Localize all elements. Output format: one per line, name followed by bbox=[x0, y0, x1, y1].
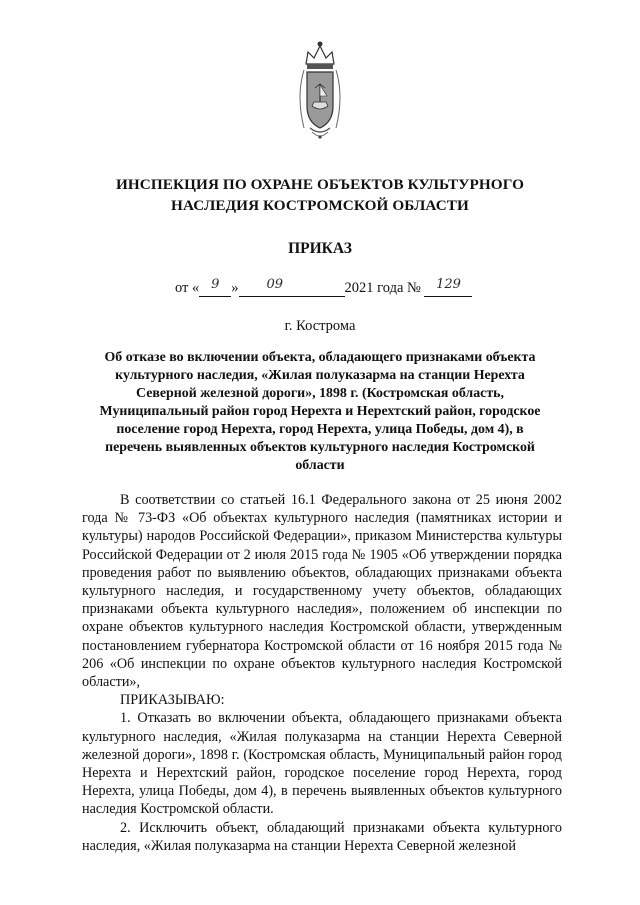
subject-line: перечень выявленных объектов культурного наследия Костромской bbox=[105, 440, 535, 455]
year-text: 2021 года № bbox=[344, 280, 421, 296]
number-handwritten: 129 bbox=[436, 277, 461, 292]
month-field bbox=[239, 277, 345, 297]
day-field bbox=[199, 277, 231, 297]
preamble-paragraph: В соответствии со статьей 16.1 Федерального закона от 25 июня 2002 года № 73-ФЗ «Об объектах культурного наследия (памятниках истории и культуры) народов Российской Федерации», приказом Министерства культуры Российской Федерации от 2 июля 2015 года № 1905 «Об утверждении порядка проведения работ по выявлению объектов, обладающих признаками объекта культурного наследия, и государственному учету объектов, обладающих признаками объекта культурного наследия», положением об инспекции по охране объектов культурного наследия Костромской области, утвержденным постановлением губернатора Костромской области от 16 ноября 2015 года № 206 «Об инспекции по охране объектов культурного наследия Костромской области», bbox=[82, 492, 562, 691]
command-word: ПРИКАЗЫВАЮ: bbox=[120, 692, 225, 709]
subject-line: Муниципальный район город Нерехта и Нерехтский район, городское bbox=[99, 404, 541, 419]
month-handwritten: 09 bbox=[266, 277, 284, 292]
org-line-2: НАСЛЕДИЯ КОСТРОМСКОЙ ОБЛАСТИ bbox=[171, 197, 469, 214]
item-2-paragraph: 2. Исключить объект, обладающий признаками объекта культурного наследия, «Жилая полуказарма на станции Нерехта Северной железной bbox=[82, 819, 562, 854]
subject-line: области bbox=[295, 458, 345, 473]
subject-line: Северной железной дороги», 1898 г. (Костромская область, bbox=[136, 386, 504, 401]
subject-line: Об отказе во включении объекта, обладающего признаками объекта bbox=[104, 350, 536, 365]
document-type-title: ПРИКАЗ bbox=[288, 240, 352, 257]
document-body bbox=[82, 491, 562, 855]
day-handwritten: 9 bbox=[211, 277, 220, 292]
org-line-1: ИНСПЕКЦИЯ ПО ОХРАНЕ ОБЪЕКТОВ КУЛЬТУРНОГО bbox=[115, 176, 525, 193]
organization-name bbox=[60, 174, 580, 216]
date-number-line bbox=[175, 277, 505, 302]
item-1-paragraph: 1. Отказать во включении объекта, обладающего признаками объекта культурного наследия, «Жилая полуказарма на станции Нерехта Северной железной дороги», 1898 г. (Костромская область, Муниципальный район город Нерехта и Нерехтский район, городское поселение город Нерехта, город Нерехта, улица Победы, дом 4), в перечень выявленных объектов культурного наследия Костромской области. bbox=[82, 710, 562, 818]
city: г. Кострома bbox=[284, 318, 356, 334]
subject-line: поселение город Нерехта, город Нерехта, улица Победы, дом 4), в bbox=[116, 422, 524, 437]
date-prefix: от « bbox=[175, 280, 200, 296]
date-quote-close: » bbox=[231, 280, 239, 296]
number-field bbox=[424, 277, 472, 297]
document-subject bbox=[88, 349, 552, 475]
coat-of-arms-emblem bbox=[290, 36, 350, 146]
subject-line: культурного наследия, «Жилая полуказарма на станции Нерехта bbox=[115, 368, 525, 383]
